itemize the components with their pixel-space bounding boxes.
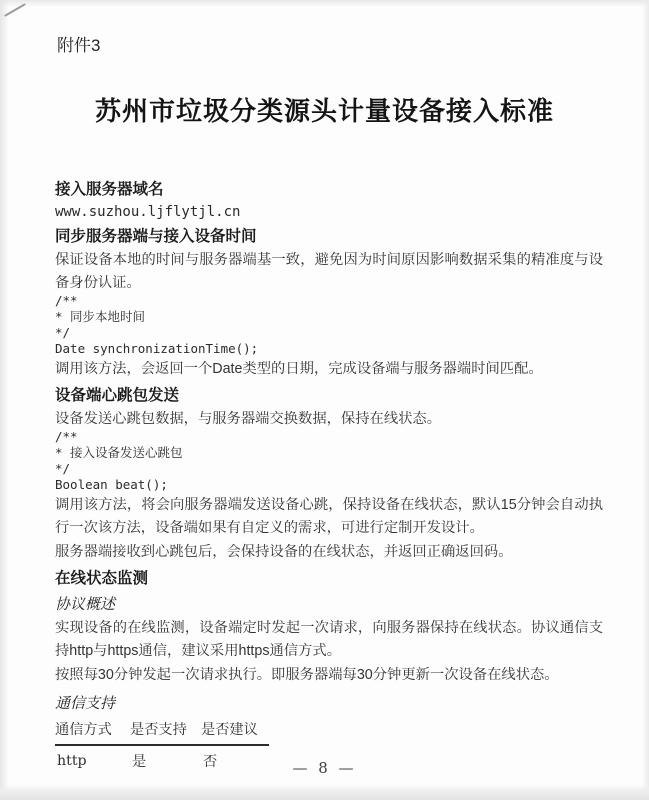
scan-edge-bottom (0, 785, 649, 800)
comm-table-header-recommended: 是否建议 (201, 722, 258, 738)
document-title: 苏州市垃圾分类源头计量设备接入标准 (94, 97, 554, 127)
code-line: /** (55, 429, 78, 444)
heading-server-domain: 接入服务器域名 (55, 181, 164, 198)
online-status-paragraph-schedule: 按照每30分钟发起一次请求执行。即服务器端每30分钟更新一次设备在线状态。 (55, 667, 559, 683)
heartbeat-note-server: 服务器端接收到心跳包后，会保持设备的在线状态，并返回正确返回码。 (55, 544, 513, 560)
code-line: * 接入设备发送心跳包 (55, 445, 183, 460)
comm-table-cell-recommended: 否 (203, 754, 218, 770)
page-number: — 8 — (292, 759, 357, 777)
subheading-protocol-overview: 协议概述 (55, 595, 116, 613)
code-line: Boolean beat(); (55, 477, 168, 492)
code-line: Date synchronizationTime(); (55, 341, 259, 356)
comm-table-header-supported: 是否支持 (130, 722, 187, 738)
code-line: */ (55, 461, 71, 476)
time-sync-note: 调用该方法，会返回一个Date类型的日期，完成设备端与服务器端时间匹配。 (55, 361, 543, 377)
heartbeat-paragraph: 设备发送心跳包数据，与服务器端交换数据，保持在线状态。 (55, 411, 442, 427)
online-status-paragraph-protocol: 实现设备的在线监测，设备端定时发起一次请求，向服务器保持在线状态。协议通信支持http与https通信，建议采用https通信方式。 (55, 620, 603, 659)
subheading-comm-support: 通信支持 (55, 694, 116, 712)
code-line: /** (55, 293, 78, 308)
server-domain-url: www.suzhou.ljflytjl.cn (55, 204, 241, 220)
heading-heartbeat: 设备端心跳包发送 (55, 387, 180, 404)
comm-table-header-method: 通信方式 (55, 722, 112, 738)
document-body (55, 178, 603, 771)
time-sync-paragraph: 保证设备本地的时间与服务器端基一致，避免因为时间原因影响数据采集的精准度与设备身份认证。 (55, 252, 603, 291)
comm-table-cell-method: http (57, 753, 87, 769)
comm-table-cell-supported: 是 (132, 754, 147, 770)
comm-table-header-row (55, 719, 269, 745)
heading-time-sync: 同步服务器端与接入设备时间 (55, 228, 257, 245)
code-line: */ (55, 325, 71, 340)
heartbeat-note-method: 调用该方法，将会向服务器端发送设备心跳，保持设备在线状态，默认15分钟会自动执行一次该方法，设备端如果有自定义的需求，可进行定制开发设计。 (55, 497, 603, 536)
heading-online-status: 在线状态监测 (55, 570, 149, 587)
attachment-label: 附件3 (57, 36, 101, 55)
heartbeat-code-block (55, 429, 603, 493)
time-sync-code-block (55, 293, 603, 357)
scan-corner-artifact (4, 3, 26, 17)
code-line: * 同步本地时间 (55, 309, 146, 324)
